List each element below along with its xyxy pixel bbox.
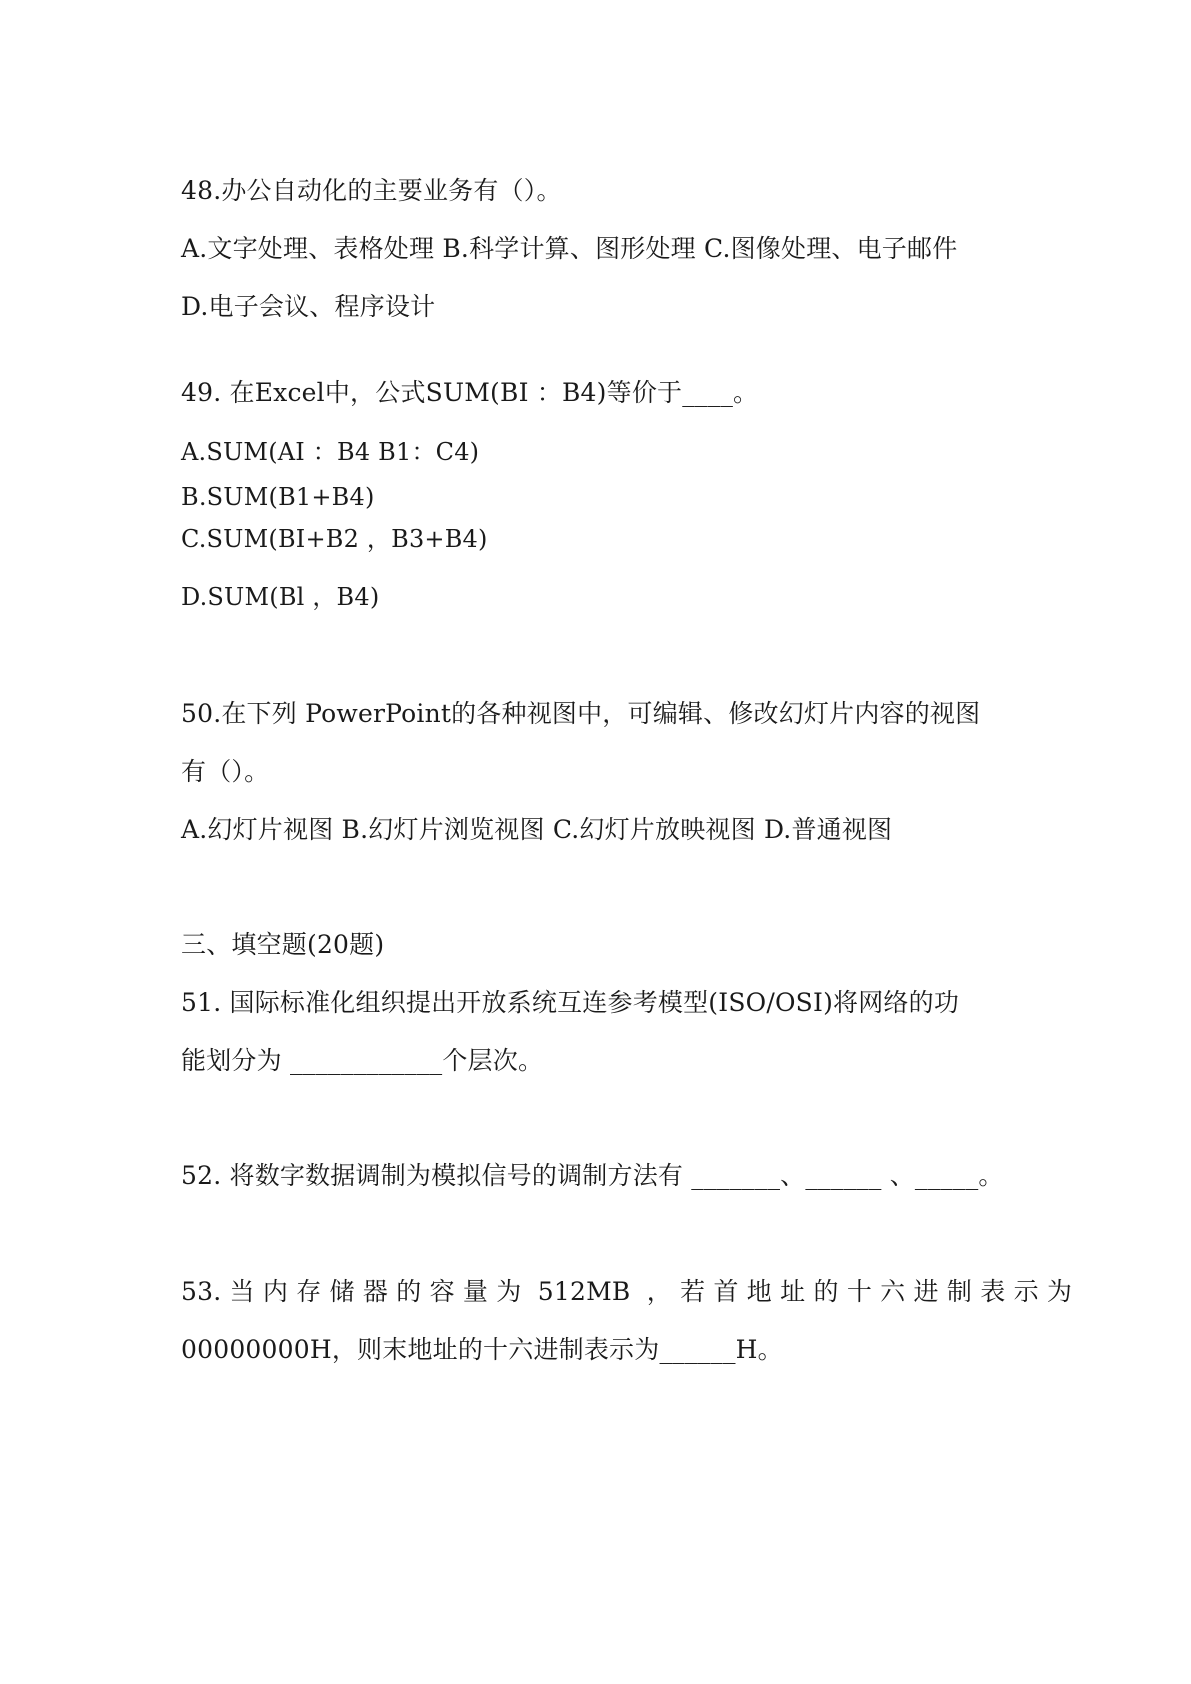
question-49-option-c: C.SUM(BI+B2 ，B3+B4) [181, 525, 488, 553]
question-48: 48.办公自动化的主要业务有（）。 [181, 176, 562, 205]
question-53-line1: 53. 当 内 存 储 器 的 容 量 为 512MB ， 若 首 地 址 的 十 六 进 制 表 示 为 [181, 1277, 1073, 1306]
question-49: 49. 在Excel中，公式SUM(BI ：B4)等价于____。 [181, 378, 759, 407]
question-51-line2: 能划分为 ____________个层次。 [181, 1046, 544, 1075]
question-50-options: A.幻灯片视图 B.幻灯片浏览视图 C.幻灯片放映视图 D.普通视图 [181, 815, 893, 844]
question-48-options-line1: A.文字处理、表格处理 B.科学计算、图形处理 C.图像处理、电子邮件 [181, 234, 958, 263]
question-52: 52. 将数字数据调制为模拟信号的调制方法有 _______、______ 、_____。 [181, 1161, 1004, 1190]
question-51-line1: 51. 国际标准化组织提出开放系统互连参考模型(ISO/OSI)将网络的功 [181, 988, 960, 1017]
question-49-option-d: D.SUM(Bl ，B4) [181, 583, 380, 611]
question-53-line2: 00000000H，则末地址的十六进制表示为______H。 [181, 1335, 783, 1364]
question-50-line2: 有（）。 [181, 757, 270, 786]
question-49-option-b: B.SUM(B1+B4) [181, 483, 375, 511]
question-50-line1: 50.在下列 PowerPoint的各种视图中，可编辑、修改幻灯片内容的视图 [181, 699, 981, 728]
question-48-options-line2: D.电子会议、程序设计 [181, 292, 436, 321]
section-heading-fill-in: 三、填空题(20题) [181, 930, 385, 959]
question-49-option-a: A.SUM(AI ：B4 B1：C4) [181, 438, 480, 466]
